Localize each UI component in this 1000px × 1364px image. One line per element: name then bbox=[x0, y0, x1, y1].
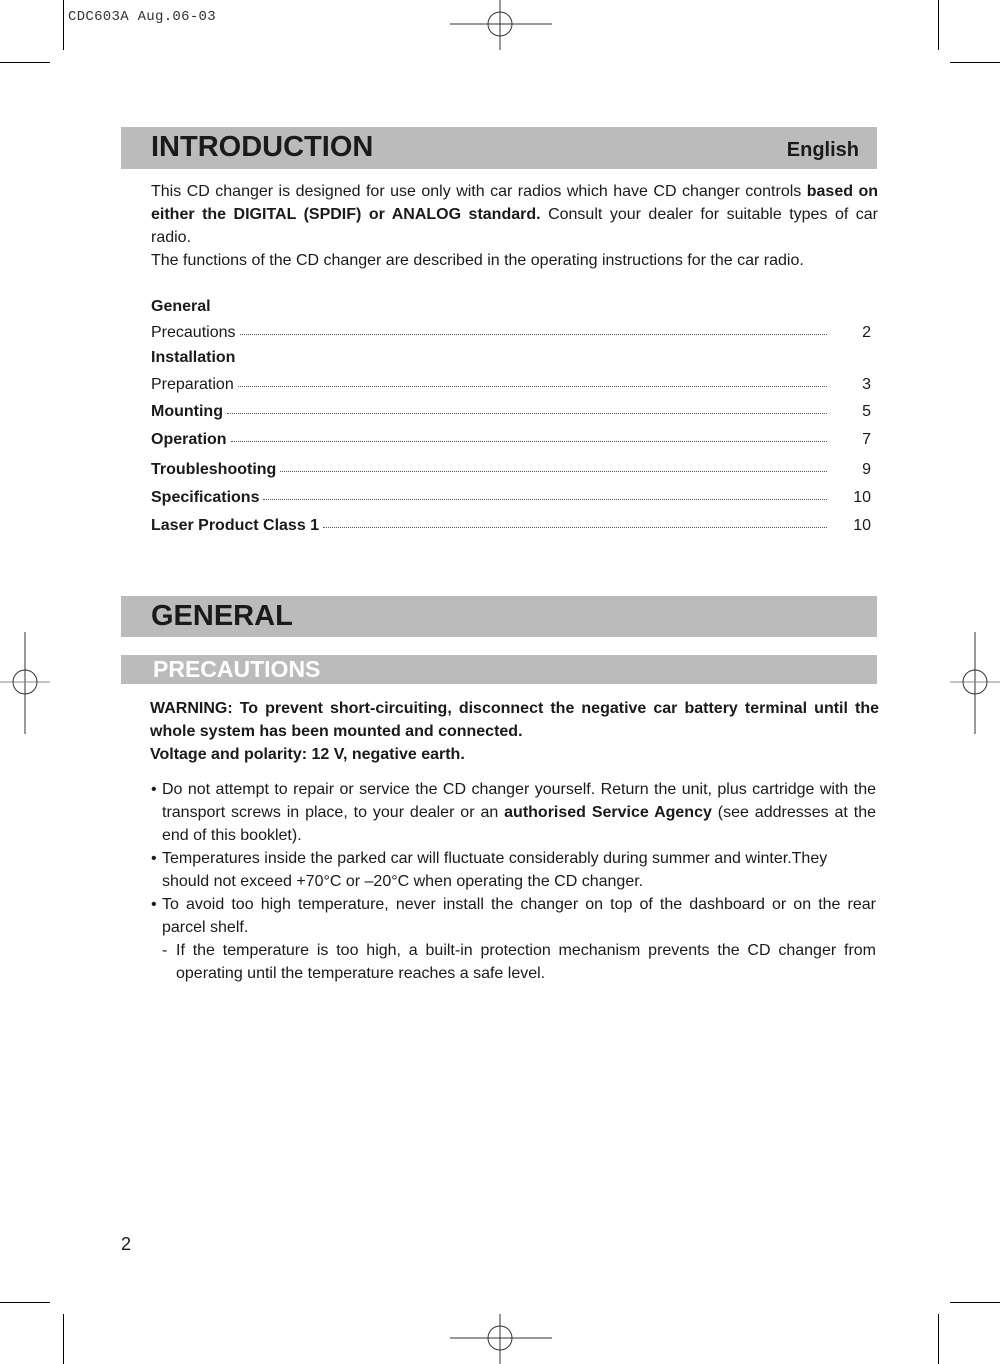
toc-entry[interactable] bbox=[151, 401, 871, 423]
toc-leader-dots bbox=[238, 372, 827, 387]
general-header bbox=[121, 596, 877, 637]
list-item-text: Temperatures inside the parked car will fluctuate considerably during summer and winter.They should not exceed +70°C or –20°C when operating the CD changer. bbox=[162, 850, 828, 890]
toc-entry-label: Troubleshooting bbox=[151, 461, 277, 478]
toc-entry-page: 2 bbox=[862, 324, 871, 341]
page-number: 2 bbox=[121, 1234, 132, 1254]
toc-entry[interactable] bbox=[151, 429, 871, 451]
list-item bbox=[151, 778, 876, 847]
list-item-text: To avoid too high temperature, never install the changer on top of the dashboard or on the rear parcel shelf. bbox=[162, 896, 876, 936]
toc-entry-label: Laser Product Class 1 bbox=[151, 517, 320, 534]
crop-mark-bottom-right-v bbox=[938, 1314, 939, 1364]
crop-mark-top-left-v bbox=[63, 0, 64, 50]
registration-mark-right-icon bbox=[948, 632, 1000, 734]
introduction-paragraph bbox=[151, 180, 878, 249]
precautions-title: PRECAUTIONS bbox=[153, 656, 321, 682]
crop-mark-top-left-h bbox=[0, 62, 50, 63]
toc-entry-page: 5 bbox=[862, 403, 871, 420]
toc-heading-general: General bbox=[151, 298, 211, 315]
toc-entry-page: 7 bbox=[862, 431, 871, 448]
list-item-text: Do not attempt to repair or service the CD changer yourself. Return the unit, plus cartridge with the transport screws in place, to your dealer or an bbox=[162, 781, 876, 821]
toc-leader-dots bbox=[323, 513, 827, 528]
toc-leader-dots bbox=[240, 320, 828, 335]
toc-entry-page: 3 bbox=[862, 376, 871, 393]
warning-text bbox=[150, 697, 879, 743]
toc-entry-label: Preparation bbox=[151, 376, 234, 393]
toc-entry[interactable] bbox=[151, 515, 871, 537]
precautions-list bbox=[151, 778, 876, 985]
registration-mark-top-icon bbox=[450, 0, 552, 50]
toc-entry[interactable] bbox=[151, 322, 871, 344]
toc-entry-page: 10 bbox=[853, 517, 871, 534]
toc-entry[interactable] bbox=[151, 487, 871, 509]
list-item bbox=[151, 847, 842, 893]
list-sub-item-text: If the temperature is too high, a built-in protection mechanism prevents the CD changer from operating until the temperature reaches a safe level. bbox=[176, 942, 876, 982]
list-item-bold: authorised Service Agency bbox=[504, 804, 712, 821]
introduction-title: INTRODUCTION bbox=[151, 131, 374, 163]
warning-line: WARNING: To prevent short-circuiting, disconnect the negative car battery terminal until the whole system has been mounted and connected. bbox=[150, 700, 879, 740]
list-sub-item bbox=[151, 939, 876, 985]
crop-mark-top-right-v bbox=[938, 0, 939, 50]
language-label: English bbox=[786, 139, 859, 161]
voltage-line: Voltage and polarity: 12 V, negative earth. bbox=[150, 746, 465, 763]
list-item-rest: (see addresses at the end of this booklet). bbox=[162, 804, 877, 844]
intro-text-rest: Consult your dealer for suitable types of car radio. bbox=[151, 206, 879, 246]
voltage-text bbox=[150, 743, 877, 766]
toc-leader-dots bbox=[280, 457, 827, 472]
registration-mark-left-icon bbox=[0, 632, 52, 734]
precautions-header bbox=[121, 655, 877, 684]
toc-entry-label: Specifications bbox=[151, 489, 260, 506]
toc-leader-dots bbox=[231, 427, 827, 442]
intro-text-bold: based on either the DIGITAL (SPDIF) or ANALOG standard. bbox=[151, 183, 879, 223]
toc-leader-dots bbox=[263, 485, 827, 500]
crop-mark-bottom-left-v bbox=[63, 1314, 64, 1364]
print-slug: CDC603A Aug.06-03 bbox=[68, 9, 216, 25]
toc-entry-label: Operation bbox=[151, 431, 227, 448]
toc-entry[interactable] bbox=[151, 374, 871, 396]
introduction-header bbox=[121, 127, 877, 169]
intro-text: This CD changer is designed for use only with car radios which have CD changer controls bbox=[151, 183, 807, 200]
toc-entry-page: 10 bbox=[853, 489, 871, 506]
toc-entry[interactable] bbox=[151, 459, 871, 481]
toc-heading-installation: Installation bbox=[151, 349, 236, 366]
crop-mark-bottom-right-h bbox=[950, 1302, 1000, 1303]
general-title: GENERAL bbox=[151, 600, 293, 632]
registration-mark-bottom-icon bbox=[450, 1314, 552, 1364]
toc-entry-page: 9 bbox=[862, 461, 871, 478]
crop-mark-bottom-left-h bbox=[0, 1302, 50, 1303]
toc-leader-dots bbox=[227, 399, 827, 414]
toc-entry-label: Mounting bbox=[151, 403, 223, 420]
dash-marker: - bbox=[162, 942, 168, 959]
toc-entry-label: Precautions bbox=[151, 324, 236, 341]
introduction-paragraph-2 bbox=[151, 249, 878, 272]
intro-text-2: The functions of the CD changer are described in the operating instructions for the car radio. bbox=[151, 252, 804, 269]
crop-mark-top-right-h bbox=[950, 62, 1000, 63]
list-item bbox=[151, 893, 876, 939]
